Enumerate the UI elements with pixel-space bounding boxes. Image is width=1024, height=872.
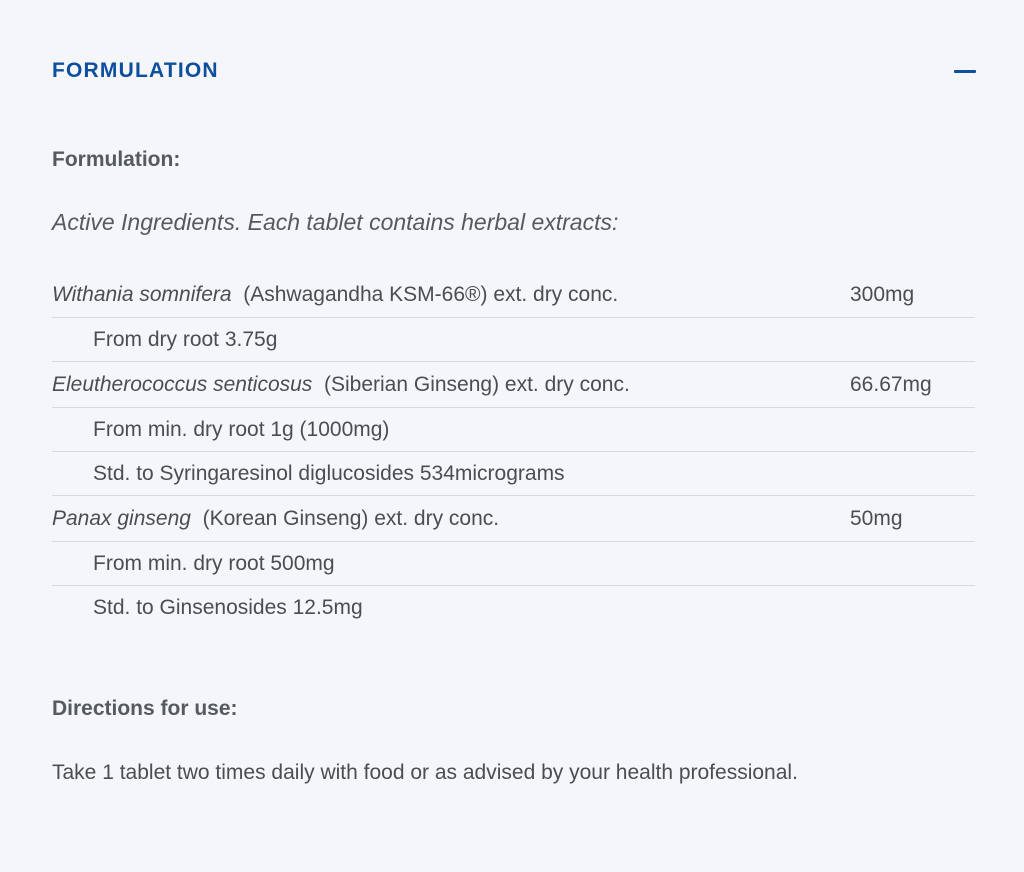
ingredient-detail: Std. to Ginsenosides 12.5mg xyxy=(93,595,363,619)
table-row xyxy=(52,452,975,496)
accordion-content xyxy=(52,140,976,793)
formulation-accordion-header[interactable] xyxy=(52,56,976,86)
table-row xyxy=(52,586,975,630)
ingredient-detail: Std. to Syringaresinol diglucosides 534micrograms xyxy=(52,452,850,496)
ingredient-detail: From min. dry root 500mg xyxy=(52,542,850,586)
ingredients-table xyxy=(52,273,975,629)
latin-name: Eleutherococcus senticosus xyxy=(52,372,313,396)
ingredient-name xyxy=(52,273,850,318)
ingredient-description: (Siberian Ginseng) ext. dry conc. xyxy=(323,372,630,396)
directions-heading: Directions for use: xyxy=(52,697,238,720)
ingredient-name xyxy=(52,362,850,408)
ingredient-amount: 66.67mg xyxy=(850,362,975,408)
ingredient-amount: 50mg xyxy=(850,496,975,542)
formulation-heading: Formulation: xyxy=(52,148,181,171)
directions-text: Take 1 tablet two times daily with food or as advised by your health professional. xyxy=(52,761,798,784)
table-row xyxy=(52,542,975,586)
ingredient-amount: 300mg xyxy=(850,273,975,318)
table-row xyxy=(52,318,975,362)
table-row xyxy=(52,273,975,318)
accordion-title: FORMULATION xyxy=(52,59,219,82)
latin-name: Panax ginseng xyxy=(52,506,191,530)
table-row xyxy=(52,362,975,408)
table-row xyxy=(52,408,975,452)
ingredients-intro: Active Ingredients. Each tablet contains herbal extracts: xyxy=(52,209,619,235)
minus-icon[interactable] xyxy=(954,70,976,73)
table-row xyxy=(52,496,975,542)
ingredient-detail: From min. dry root 1g (1000mg) xyxy=(52,408,850,452)
ingredient-detail: From dry root 3.75g xyxy=(52,318,850,362)
ingredient-name xyxy=(52,496,850,542)
ingredient-description: (Ashwagandha KSM-66®) ext. dry conc. xyxy=(243,283,619,306)
ingredient-description: (Korean Ginseng) ext. dry conc. xyxy=(202,506,500,530)
latin-name: Withania somnifera xyxy=(52,283,232,306)
